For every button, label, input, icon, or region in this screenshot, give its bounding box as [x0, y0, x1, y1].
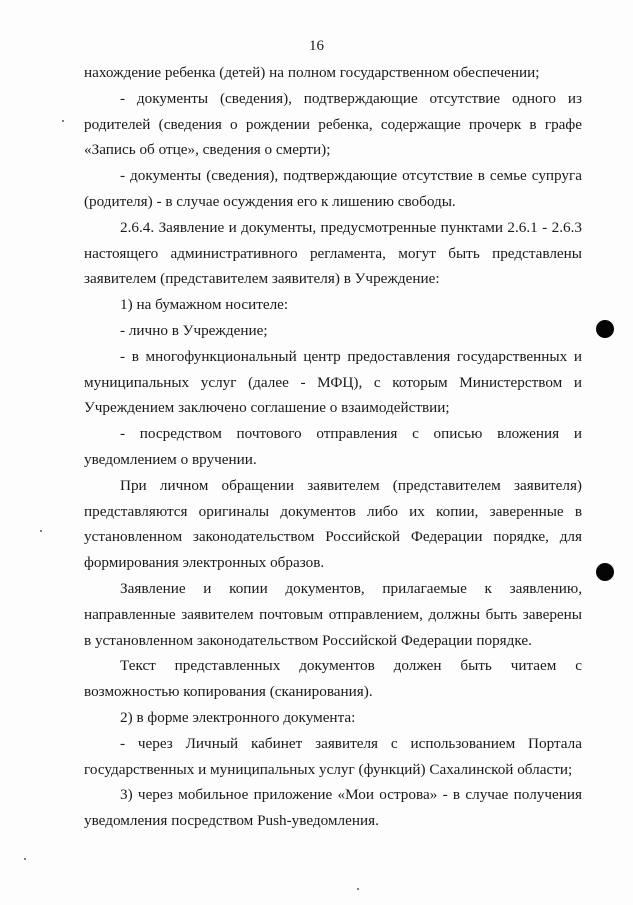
- paragraph-2: - документы (сведения), подтверждающие отсутствие одного из родителей (сведения о рождении ребенка, содержащие прочерк в графе «Запись об отце», сведения о смерти);: [84, 89, 582, 159]
- document-body: [84, 60, 582, 834]
- paragraph-8: - посредством почтового отправления с описью вложения и уведомлением о вручении.: [84, 425, 582, 468]
- page-number: 16: [309, 38, 324, 54]
- paragraph-11: Текст представленных документов должен быть читаем с возможностью копирования (сканирования).: [84, 657, 582, 701]
- paragraph-14: 3) через мобильное приложение «Мои острова» - в случае получения уведомления посредством Push-уведомления.: [84, 786, 582, 830]
- paragraph-1: нахождение ребенка (детей) на полном государственном обеспечении;: [84, 64, 540, 81]
- scan-speck: [40, 530, 42, 532]
- paragraph-3: - документы (сведения), подтверждающие отсутствие в семье супруга (родителя) - в случае осуждения его к лишению свободы.: [84, 167, 582, 210]
- punch-hole-top: [596, 320, 614, 338]
- paragraph-4: 2.6.4. Заявление и документы, предусмотренные пунктами 2.6.1 - 2.6.3 настоящего административного регламента, могут быть представлены заявителем (представителем заявителя) в Учреждение:: [84, 218, 582, 288]
- scan-speck: [357, 888, 359, 890]
- paragraph-12: 2) в форме электронного документа:: [120, 708, 356, 726]
- paragraph-7: - в многофункциональный центр предоставления государственных и муниципальных услуг (далее - МФЦ), с которым Министерством и Учреждением заключено соглашение о взаимодействии;: [84, 347, 582, 417]
- paragraph-5: 1) на бумажном носителе:: [120, 296, 289, 314]
- paragraph-13: - через Личный кабинет заявителя с использованием Портала государственных и муниципальных услуг (функций) Сахалинской области;: [84, 734, 582, 778]
- paragraph-9: При личном обращении заявителем (представителем заявителя) представляются оригиналы документов либо их копии, заверенные в установленном законодательством Российской Федерации порядке, для формирования электронных образов.: [84, 476, 582, 572]
- scan-speck: [62, 120, 64, 122]
- punch-hole-bottom: [596, 563, 614, 581]
- scan-speck: [24, 858, 26, 860]
- paragraph-10: Заявление и копии документов, прилагаемые к заявлению, направленные заявителем почтовым отправлением, должны быть заверены в установленном законодательством Российской Федерации порядке.: [84, 579, 582, 649]
- paragraph-6: - лично в Учреждение;: [120, 321, 268, 339]
